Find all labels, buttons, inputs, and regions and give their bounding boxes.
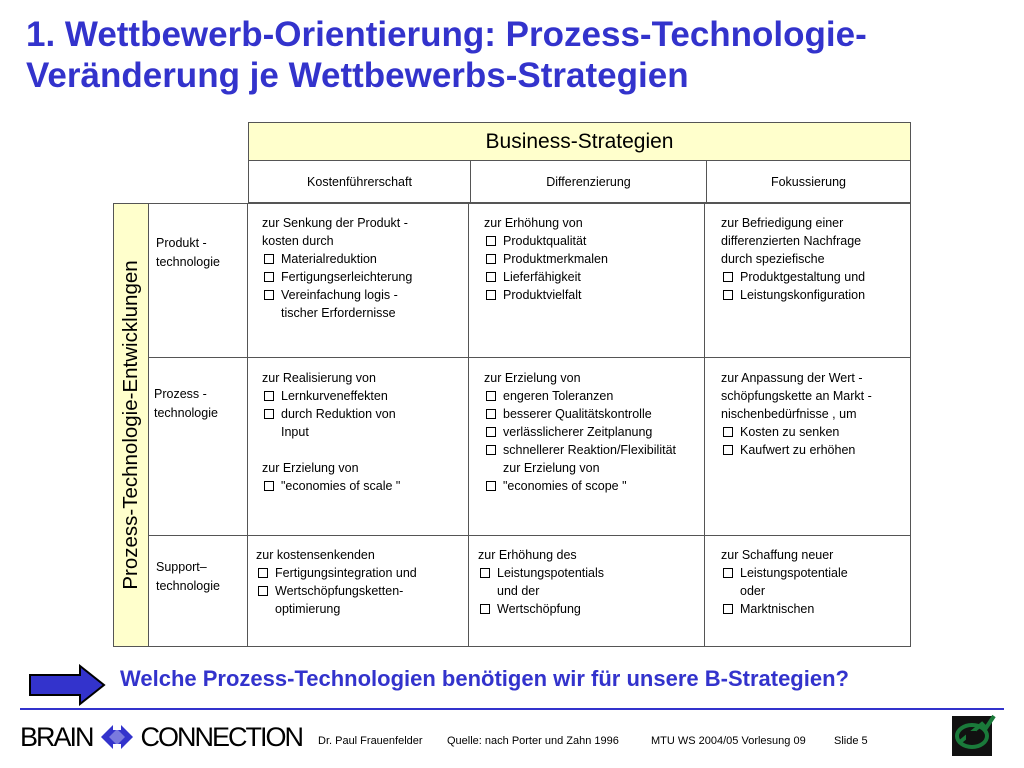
strategy-label: Kostenführerschaft [307, 174, 412, 189]
bullet-item [721, 286, 865, 304]
bullet-text: Lieferfähigkeit [503, 270, 581, 284]
checkbox-bullet-icon [486, 236, 496, 246]
bullet-item [478, 564, 604, 582]
bullet-item [721, 268, 865, 286]
bullet-item [484, 387, 676, 405]
continuation-text: Input [281, 425, 309, 439]
slide-title-line2: Veränderung je Wettbewerbs-Strategien [26, 56, 689, 95]
cell-text: zur Befriedigung einer [721, 216, 844, 230]
bullet-item [721, 423, 872, 441]
bullet-item [262, 286, 412, 304]
checkbox-bullet-icon [486, 272, 496, 282]
bullet-item [721, 441, 872, 459]
bullet-text: verlässlicherer Zeitplanung [503, 425, 653, 439]
continuation-text: tischer Erfordernisse [281, 306, 396, 320]
checkbox-bullet-icon [486, 254, 496, 264]
bullet-text: "economies of scale " [281, 479, 401, 493]
strategy-label: Fokussierung [770, 174, 847, 189]
bullet-item [484, 405, 676, 423]
bullet-text: Kaufwert zu erhöhen [740, 443, 856, 457]
checkbox-bullet-icon [723, 568, 733, 578]
continuation-text: zur Erzielung von [503, 461, 600, 475]
bullet-item [484, 232, 608, 250]
checkbox-bullet-icon [486, 290, 496, 300]
cell-text: schöpfungskette an Markt - [721, 389, 872, 403]
checkbox-bullet-icon [723, 427, 733, 437]
continuation-text: und der [497, 584, 540, 598]
cell-text: zur Realisierung von [262, 371, 376, 385]
strategy-label: Differenzierung [546, 174, 631, 189]
row-label-line: technologie [154, 406, 218, 420]
cell-spacer [262, 441, 400, 459]
bullet-text: Leistungskonfiguration [740, 288, 866, 302]
arrow-right-icon [28, 664, 106, 706]
continuation-text: oder [740, 584, 766, 598]
cell-product-focus [721, 214, 865, 304]
footer-slide-number: Slide 5 [834, 735, 868, 747]
logo-text-right: CONNECTION [140, 721, 303, 752]
bullet-text: durch Reduktion von [281, 407, 396, 421]
grid-divider [704, 204, 705, 646]
bullet-item [256, 564, 417, 582]
row-label-line: Produkt - [156, 236, 207, 250]
cell-text: kosten durch [262, 234, 334, 248]
checkbox-bullet-icon [480, 604, 490, 614]
bullet-text: Produktvielfalt [503, 288, 582, 302]
cell-text: zur Erzielung von [484, 371, 581, 385]
bullet-item [484, 286, 608, 304]
row-label-line: technologie [156, 255, 220, 269]
checkbox-bullet-icon [486, 409, 496, 419]
vertical-axis-label: Prozess-Technologie-Entwicklungen [119, 260, 142, 590]
bullet-text: Marktnischen [740, 602, 815, 616]
checkbox-bullet-icon [264, 254, 274, 264]
slide-title [26, 14, 1006, 96]
checkbox-bullet-icon [264, 290, 274, 300]
checkbox-bullet-icon [723, 445, 733, 455]
checkbox-bullet-icon [264, 391, 274, 401]
bullet-item [478, 600, 604, 618]
checkbox-bullet-icon [723, 604, 733, 614]
logo-text-left: BRAIN [20, 721, 93, 752]
bullet-text: Produktmerkmalen [503, 252, 608, 266]
cell-support-focus [721, 546, 848, 618]
checkbox-bullet-icon [264, 272, 274, 282]
bullet-item [262, 387, 400, 405]
cell-text: differenzierten Nachfrage [721, 234, 862, 248]
cell-text: zur Erhöhung von [484, 216, 583, 230]
footer-source: Quelle: nach Porter und Zahn 1996 [447, 735, 619, 747]
bullet-text: Materialreduktion [281, 252, 377, 266]
bullet-item [262, 477, 400, 495]
bullet-item [484, 441, 676, 459]
bullet-item [262, 405, 400, 423]
checkbox-bullet-icon [264, 481, 274, 491]
row-label-support [156, 558, 220, 596]
cell-text: zur Schaffung neuer [721, 548, 834, 562]
bullet-text: Vereinfachung logis - [281, 288, 398, 302]
bullet-text: Produktqualität [503, 234, 587, 248]
checkbox-bullet-icon [258, 586, 268, 596]
bullet-text: engeren Toleranzen [503, 389, 614, 403]
row-label-line: technologie [156, 579, 220, 593]
business-strategies-label: Business-Strategien [485, 129, 674, 153]
footer-divider [20, 708, 1004, 710]
checkbox-bullet-icon [723, 272, 733, 282]
bullet-text: Fertigungsintegration und [275, 566, 417, 580]
slide-title-line1: 1. Wettbewerb-Orientierung: Prozess-Technologie- [26, 15, 867, 54]
bullet-text: Leistungspotentials [497, 566, 605, 580]
bullet-text: "economies of scope " [503, 479, 627, 493]
cell-product-differentiation [484, 214, 608, 304]
cell-text: durch speziefische [721, 252, 825, 266]
checkbox-bullet-icon [486, 391, 496, 401]
cell-support-differentiation [478, 546, 604, 618]
grid-divider [468, 204, 469, 646]
brain-connection-logo [20, 717, 302, 757]
cell-text: zur Anpassung der Wert - [721, 371, 863, 385]
checkbox-bullet-icon [258, 568, 268, 578]
cell-text: nischenbedürfnisse , um [721, 407, 857, 421]
row-label-line: Support– [156, 560, 207, 574]
cell-product-cost [262, 214, 412, 322]
bullet-item [721, 564, 848, 582]
grid-divider [247, 204, 248, 646]
bullet-item [262, 268, 412, 286]
cell-text: zur Erzielung von [262, 461, 359, 475]
bullet-text: Leistungspotentiale [740, 566, 848, 580]
cell-support-cost [256, 546, 417, 618]
cell-text: zur Erhöhung des [478, 548, 577, 562]
bullet-text: Wertschöpfungsketten- [275, 584, 404, 598]
checkbox-bullet-icon [264, 409, 274, 419]
checkbox-bullet-icon [486, 481, 496, 491]
cell-text: zur kostensenkenden [256, 548, 375, 562]
grid-divider [149, 357, 910, 358]
corner-brand-icon [948, 712, 1000, 760]
bullet-item [484, 477, 676, 495]
grid-divider [149, 535, 910, 536]
bullet-item [721, 600, 848, 618]
strategy-header-cost [249, 161, 470, 202]
bullet-text: Lernkurveneffekten [281, 389, 388, 403]
strategy-header-differentiation [470, 161, 706, 202]
checkbox-bullet-icon [723, 290, 733, 300]
bullet-text: besserer Qualitätskontrolle [503, 407, 652, 421]
strategy-header-focus [706, 161, 910, 202]
row-label-line: Prozess - [154, 387, 207, 401]
checkbox-bullet-icon [486, 427, 496, 437]
brain-connection-diamond-icon [99, 722, 135, 752]
vertical-axis-label-box [113, 203, 149, 647]
row-label-product [156, 234, 220, 272]
bullet-text: Produktgestaltung und [740, 270, 866, 284]
cell-text: zur Senkung der Produkt - [262, 216, 408, 230]
footer-author: Dr. Paul Frauenfelder [318, 735, 423, 747]
bullet-text: schnellerer Reaktion/Flexibilität [503, 443, 676, 457]
cell-process-differentiation [484, 369, 676, 495]
bullet-text: Wertschöpfung [497, 602, 581, 616]
continuation-text: optimierung [275, 602, 341, 616]
key-question: Welche Prozess-Technologien benötigen wir für unsere B-Strategien? [120, 666, 849, 691]
checkbox-bullet-icon [480, 568, 490, 578]
bullet-item [262, 250, 412, 268]
business-strategies-header [248, 122, 911, 161]
bullet-item [484, 250, 608, 268]
cell-process-focus [721, 369, 872, 459]
footer-course: MTU WS 2004/05 Vorlesung 09 [651, 735, 806, 747]
checkbox-bullet-icon [486, 445, 496, 455]
bullet-item [484, 423, 676, 441]
cell-process-cost [262, 369, 400, 495]
strategy-header-row [248, 161, 911, 203]
bullet-text: Kosten zu senken [740, 425, 840, 439]
row-label-process [154, 385, 218, 423]
bullet-item [484, 268, 608, 286]
bullet-text: Fertigungserleichterung [281, 270, 413, 284]
bullet-item [256, 582, 417, 600]
